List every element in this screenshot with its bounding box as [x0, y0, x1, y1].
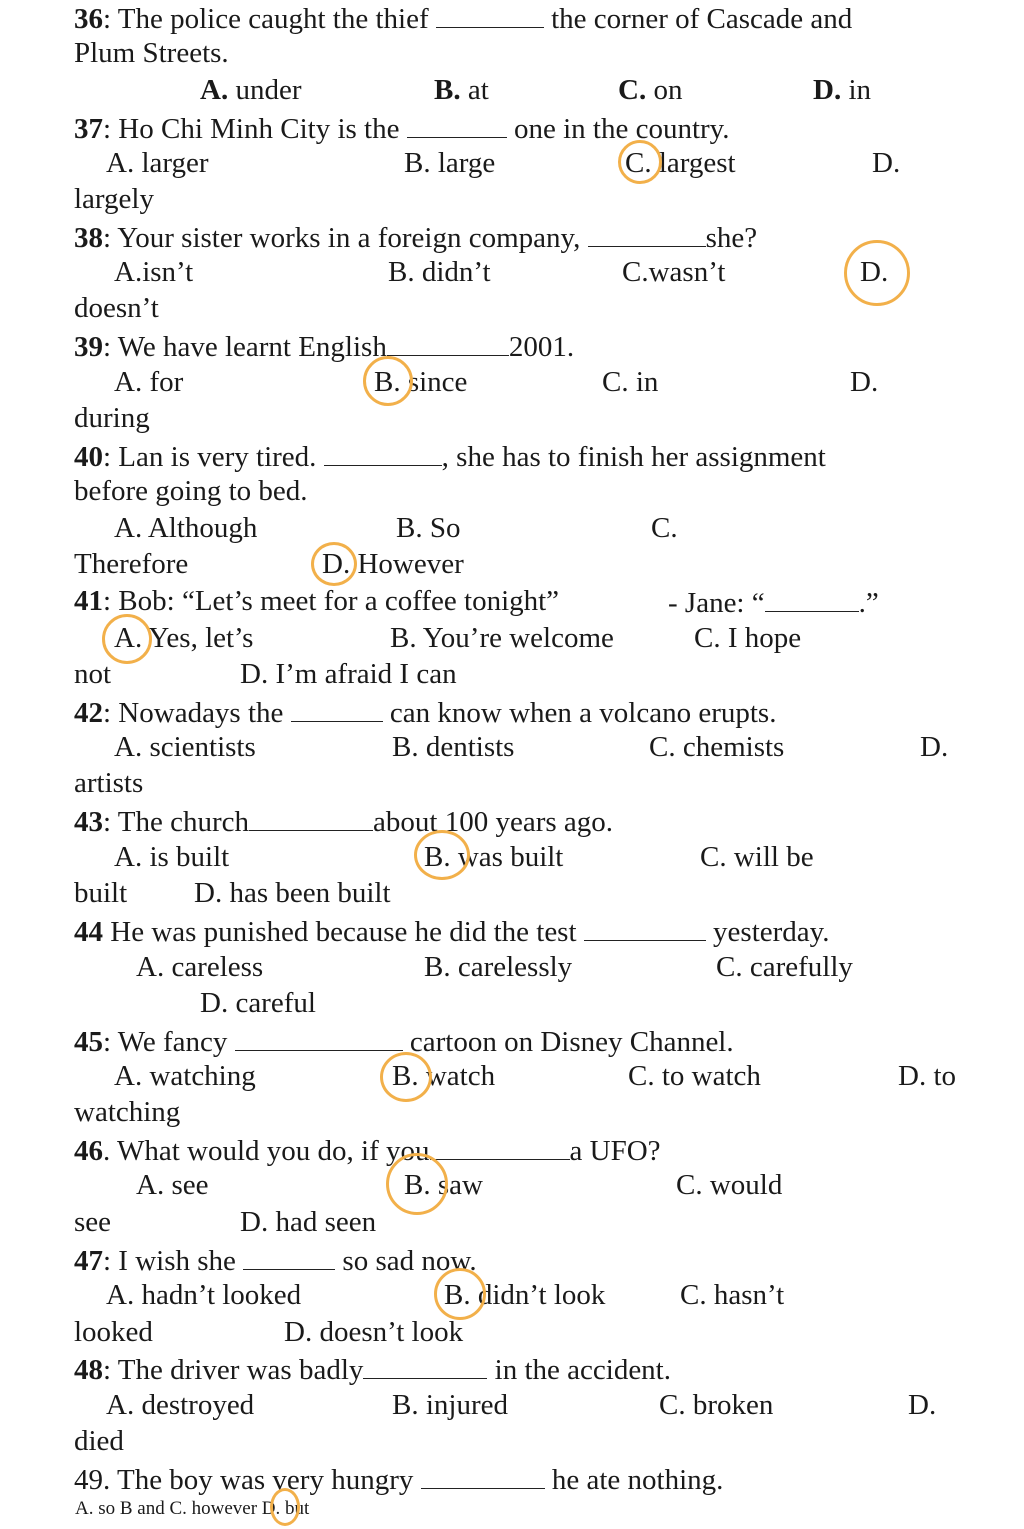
q43-option-c-cont: built — [74, 877, 128, 909]
q42-blank — [291, 697, 383, 722]
q48-option-d: D. — [908, 1389, 937, 1421]
q42-option-a: A. scientists — [114, 731, 256, 763]
q47-option-b: B. didn’t look — [444, 1279, 606, 1311]
q47-stem: 47: I wish she so sad now. — [74, 1245, 477, 1277]
q40-option-c-cont: Therefore — [74, 548, 189, 580]
q40-option-d: D. However — [322, 548, 464, 580]
q42-option-c: C. chemists — [649, 731, 785, 763]
q45-option-c: C. to watch — [628, 1060, 761, 1092]
q43-option-a: A. is built — [114, 841, 230, 873]
q48-option-b: B. injured — [392, 1389, 508, 1421]
q41-blank — [765, 587, 859, 612]
q47-option-c: C. hasn’t — [680, 1279, 785, 1311]
q40-blank — [324, 441, 442, 466]
q41-option-d: D. I’m afraid I can — [240, 658, 457, 690]
q41-stem: 41: Bob: “Let’s meet for a coffee tonight” — [74, 585, 560, 617]
q37-option-a: A. larger — [106, 147, 209, 179]
q38-option-c: C.wasn’t — [622, 256, 726, 288]
q46-blank — [430, 1135, 570, 1160]
q45-blank — [235, 1026, 403, 1051]
q39-option-d: D. — [850, 366, 879, 398]
q36-option-c: C. on — [618, 74, 683, 106]
q40-option-a: A. Although — [114, 512, 258, 544]
q38-option-d-cont: doesn’t — [74, 292, 159, 324]
q47-option-c-cont: looked — [74, 1316, 153, 1348]
q43-option-c: C. will be — [700, 841, 814, 873]
q45-option-d-cont: watching — [74, 1096, 181, 1128]
q43-option-d: D. has been built — [194, 877, 391, 909]
q39-option-d-cont: during — [74, 402, 150, 434]
q48-option-d-cont: died — [74, 1425, 124, 1457]
q39-blank — [387, 331, 509, 356]
q43-option-b: B. was built — [424, 841, 564, 873]
q38-stem: 38: Your sister works in a foreign company, she? — [74, 222, 758, 254]
q44-blank — [584, 916, 706, 941]
q43-blank — [249, 806, 373, 831]
q47-blank — [243, 1245, 335, 1270]
q43-stem: 43: The church about 100 years ago. — [74, 806, 614, 838]
q37-stem: 37: Ho Chi Minh City is the one in the country. — [74, 113, 730, 145]
q39-option-a: A. for — [114, 366, 184, 398]
q36-stem: 36: The police caught the thief the corner of Cascade and — [74, 3, 853, 35]
q45-stem: 45: We fancy cartoon on Disney Channel. — [74, 1026, 734, 1058]
q49-blank — [421, 1464, 545, 1489]
q41-option-c: C. I hope — [694, 622, 802, 654]
q42-option-d-cont: artists — [74, 767, 144, 799]
q49-options: A. so B and C. however D. but — [75, 1498, 310, 1519]
q48-option-a: A. destroyed — [106, 1389, 255, 1421]
q44-option-a: A. careless — [136, 951, 264, 983]
q47-option-a: A. hadn’t looked — [106, 1279, 302, 1311]
q36-option-b: B. at — [434, 74, 489, 106]
q41-option-c-cont: not — [74, 658, 112, 690]
q46-option-a: A. see — [136, 1169, 209, 1201]
q45-option-a: A. watching — [114, 1060, 256, 1092]
q36-option-d: D. in — [813, 74, 872, 106]
q44-option-b: B. carelessly — [424, 951, 573, 983]
q40-option-b: B. So — [396, 512, 461, 544]
q39-option-b: B. since — [374, 366, 468, 398]
q40-option-c: C. — [651, 512, 678, 544]
q39-stem: 39: We have learnt English 2001. — [74, 331, 575, 363]
q37-option-d: D. — [872, 147, 901, 179]
q45-option-d: D. to — [898, 1060, 956, 1092]
q42-stem: 42: Nowadays the can know when a volcano erupts. — [74, 697, 777, 729]
q41-option-a: A. Yes, let’s — [114, 622, 254, 654]
q38-option-d: D. — [860, 256, 889, 288]
q38-option-b: B. didn’t — [388, 256, 491, 288]
q37-blank — [407, 113, 507, 138]
q42-option-b: B. dentists — [392, 731, 515, 763]
q42-option-d: D. — [920, 731, 949, 763]
q46-option-b: B. saw — [404, 1169, 483, 1201]
q48-stem: 48: The driver was badly in the accident. — [74, 1354, 671, 1386]
q37-option-c: C. largest — [625, 147, 736, 179]
q47-option-d: D. doesn’t look — [284, 1316, 464, 1348]
q39-option-c: C. in — [602, 366, 659, 398]
q48-blank — [363, 1354, 487, 1379]
q40-stem: 40: Lan is very tired. , she has to finish her assignment — [74, 441, 826, 473]
q41-stem-jane: - Jane: “ .” — [668, 587, 879, 619]
q38-option-a: A.isn’t — [114, 256, 194, 288]
q46-option-c: C. would — [676, 1169, 783, 1201]
q37-option-d-cont: largely — [74, 183, 154, 215]
q40-stem-line2: before going to bed. — [74, 475, 308, 507]
q44-option-c: C. carefully — [716, 951, 853, 983]
q44-stem: 44 He was punished because he did the test yesterday. — [74, 916, 830, 948]
q45-option-b: B. watch — [392, 1060, 496, 1092]
q46-stem: 46. What would you do, if you a UFO? — [74, 1135, 661, 1167]
q48-option-c: C. broken — [659, 1389, 774, 1421]
q37-option-b: B. large — [404, 147, 496, 179]
q36-option-a: A. under — [200, 74, 302, 106]
q44-option-d: D. careful — [200, 987, 316, 1019]
q36-blank — [436, 3, 544, 28]
q46-option-d: D. had seen — [240, 1206, 377, 1238]
q49-stem: 49. The boy was very hungry he ate nothing. — [74, 1464, 724, 1496]
q38-blank — [588, 222, 706, 247]
q46-option-c-cont: see — [74, 1206, 112, 1238]
q36-stem-line2: Plum Streets. — [74, 37, 229, 69]
q41-option-b: B. You’re welcome — [390, 622, 614, 654]
